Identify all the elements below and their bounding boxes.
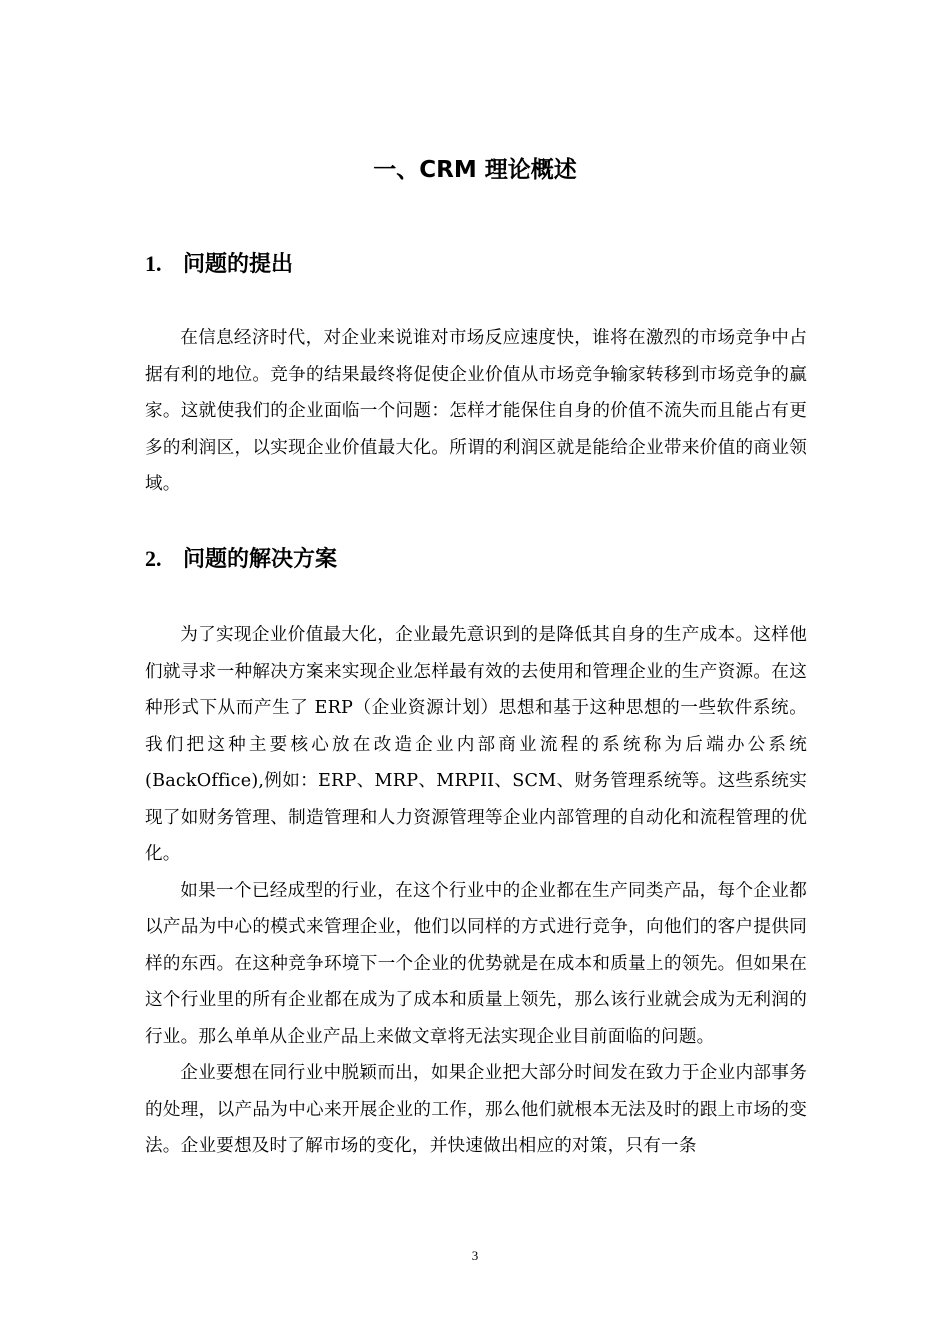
paragraph: 如果一个已经成型的行业，在这个行业中的企业都在生产同类产品，每个企业都以产品为中心的模式来管理企业，他们以同样的方式进行竞争，向他们的客户提供同样的东西。在这种竞争环境下一个企业的优势就是在成本和质量上的领先。但如果在这个行业里的所有企业都在成为了成本和质量上领先，那么该行业就会成为无利润的行业。那么单单从企业产品上来做文章将无法实现企业目前面临的问题。	[145, 880, 807, 1047]
section-title: 问题的解决方案	[183, 547, 338, 572]
page-number: 3	[471, 1248, 479, 1263]
section-title: 问题的提出	[183, 252, 294, 277]
section-2-body	[145, 617, 807, 1165]
section-number: 1.	[145, 251, 162, 276]
section-number: 2.	[145, 546, 162, 571]
chapter-title: 一、CRM 理论概述	[373, 157, 577, 183]
paragraph: 为了实现企业价值最大化，企业最先意识到的是降低其自身的生产成本。这样他们就寻求一种解决方案来实现企业怎样最有效的去使用和管理企业的生产资源。在这种形式下从而产生了 ERP（企业资源计划）思想和基于这种思想的一些软件系统。我们把这种主要核心放在改造企业内部商业流程的系统称为后端办公系统(BackOffice),例如：ERP、MRP、MRPII、SCM、财务管理系统等。这些系统实现了如财务管理、制造管理和人力资源管理等企业内部管理的自动化和流程管理的优化。	[145, 625, 807, 864]
section-heading-1	[145, 248, 293, 281]
paragraph: 企业要想在同行业中脱颖而出，如果企业把大部分时间发在致力于企业内部事务的处理，以产品为中心来开展企业的工作，那么他们就根本无法及时的跟上市场的变法。企业要想及时了解市场的变化，并快速做出相应的对策，只有一条	[145, 1063, 807, 1156]
paragraph: 在信息经济时代，对企业来说谁对市场反应速度快，谁将在激烈的市场竞争中占据有利的地位。竞争的结果最终将促使企业价值从市场竞争输家转移到市场竞争的赢家。这就使我们的企业面临一个问题：怎样才能保住自身的价值不流失而且能占有更多的利润区，以实现企业价值最大化。所谓的利润区就是能给企业带来价值的商业领域。	[145, 328, 807, 494]
section-1-body	[145, 320, 807, 503]
section-heading-2	[145, 543, 337, 576]
